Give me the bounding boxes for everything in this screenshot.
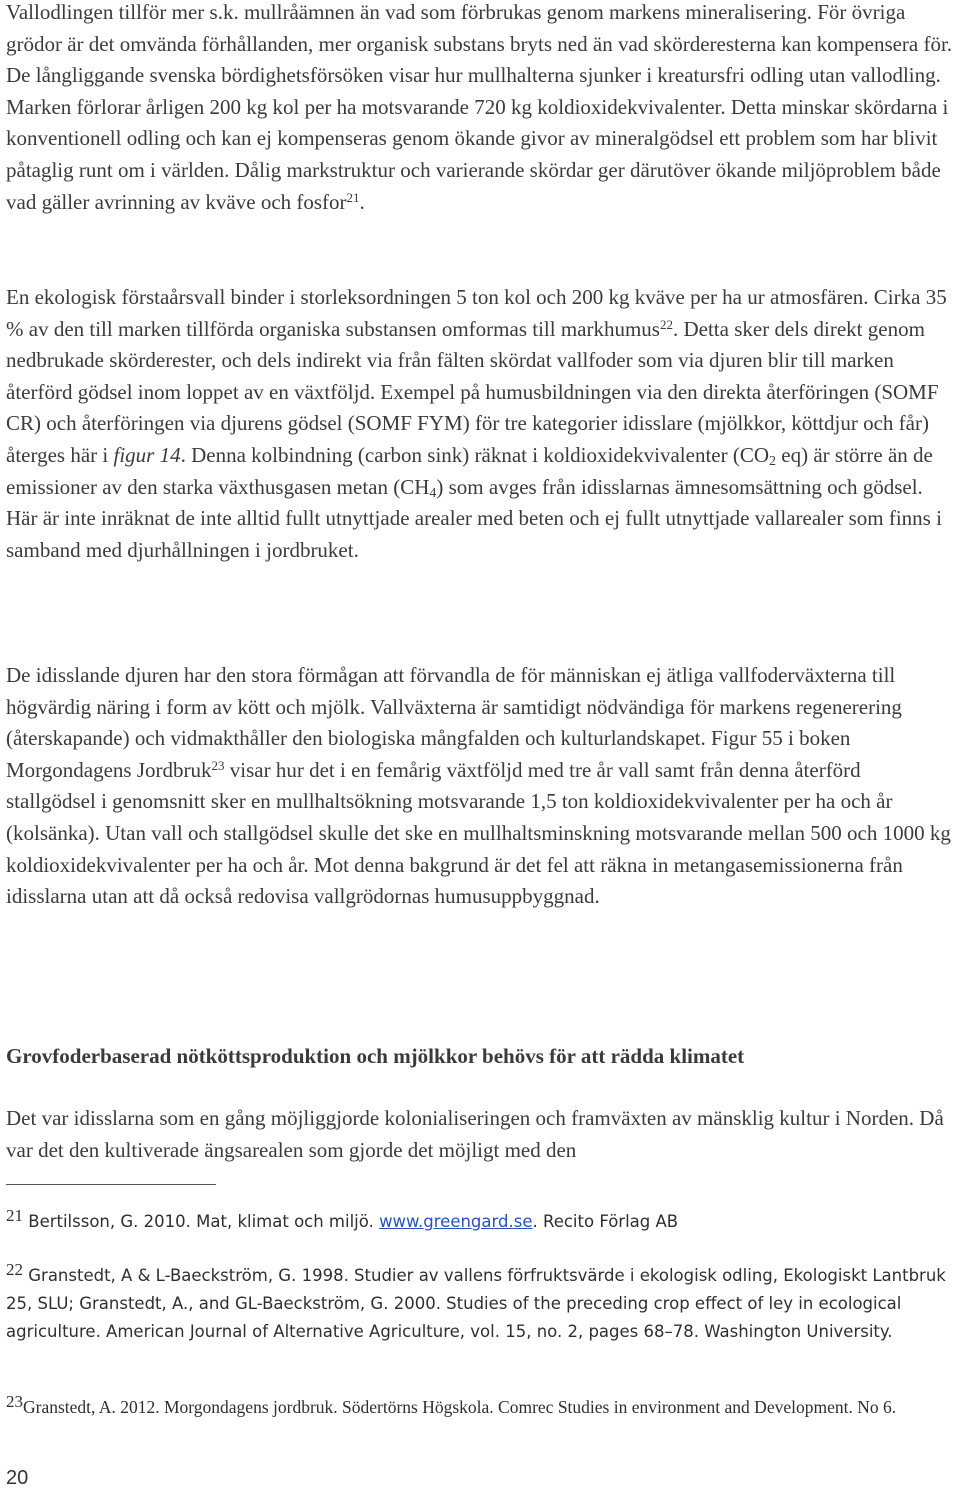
paragraph-2-text-d: eq) är större än de emissioner av den starka växthusgasen metan (CH: [6, 442, 933, 499]
paragraph-3-text-b: visar hur det i en femårig växtföljd med tre år vall samt från denna återförd stallgödsel i genomsnitt sker en mullhaltsökning motsvarande 1,5 ton koldioxidekvivalenter per ha och år (kolsänka). Utan vall och stallgödsel skulle det ske en mullhaltsminskning motsvarande mellan 500 och 1000 kg koldioxidekvivalenter per ha och år. Mot denna bakgrund är det fel att räkna in metangasemissionerna från idisslarna utan att då också redovisa vallgrödornas humusuppbyggnad.: [6, 757, 951, 909]
paragraph-2-text-a: En ekologisk förstaårsvall binder i storleksordningen 5 ton kol och 200 kg kväve per ha ur atmosfären. Cirka 35 % av den till marken tillförda organiska substansen omformas till markhumus: [6, 285, 947, 341]
paragraph-3: [6, 660, 954, 913]
footnote-text-end: . Recito Förlag AB: [532, 1212, 679, 1231]
footnote-number: 22: [6, 1260, 23, 1279]
co2-subscript: 2: [769, 453, 777, 469]
paragraph-2: [6, 282, 954, 566]
footnote-number: 23: [6, 1392, 23, 1411]
paragraph-1: [6, 0, 954, 218]
footnote-22: [6, 1256, 954, 1346]
paragraph-2-text-b: . Detta sker dels direkt genom nedbrukade skörderester, och dels indirekt via från fälten skördat vallfoder som via djuren blir till marken återförd gödsel inom loppet av en växtföljd. Exempel på humusbildningen via den direkta återföringen (SOMF CR) och återföringen via djurens gödsel (SOMF FYM) för tre kategorier idisslare (mjölkkor, köttdjur och får) återges här i: [6, 316, 939, 467]
paragraph-2-text-e: ) som avges från idisslarnas ämnesomsättning och gödsel. Här är inte inräknat de inte alltid fullt utnyttjade arealer med beten och ej fullt utnyttjade vallarealer som finns i samband med djurhållningen i jordbruket.: [6, 474, 942, 562]
section-heading: Grovfoderbaserad nötköttsproduktion och mjölkkor behövs för att rädda klimatet: [6, 1044, 745, 1068]
footnote-21: [6, 1203, 954, 1235]
paragraph-4: Det var idisslarna som en gång möjliggjorde kolonialiseringen och framväxten av mänsklig kultur i Norden. Då var det den kultiverade ängsarealen som gjorde det möjligt med den: [6, 1106, 944, 1162]
paragraph-1-end: .: [359, 189, 365, 214]
footnote-link[interactable]: www.greengard.se: [379, 1212, 533, 1231]
footnote-text: Granstedt, A. 2012. Morgondagens jordbruk. Södertörns Högskola. Comrec Studies in environment and Development. No 6.: [23, 1397, 897, 1417]
footnote-divider: [6, 1184, 216, 1185]
footnote-ref-23[interactable]: 23: [211, 757, 225, 773]
paragraph-1-text: Vallodlingen tillför mer s.k. mullråämnen än vad som förbrukas genom markens mineralisering. För övriga grödor är det omvända förhållanden, mer organisk substans bryts ned än vad skörderesterna kan kompensera för. De långliggande svenska bördighetsförsöken visar hur mullhalterna sjunker i kreatursfri odling utan vallodling. Marken förlorar årligen 200 kg kol per ha motsvarande 720 kg koldioxidekvivalenter. Detta minskar skördarna i konventionell odling och kan ej kompenseras genom ökande givor av mineralgödsel ett problem som har blivit påtaglig runt om i världen. Dålig markstruktur och varierande skördar ger därutöver ökande miljöproblem både vad gäller avrinning av kväve och fosfor: [6, 0, 953, 214]
page-number: 20: [6, 1467, 29, 1489]
footnote-text: Bertilsson, G. 2010. Mat, klimat och miljö.: [28, 1212, 380, 1231]
figure-reference: figur 14: [113, 442, 181, 467]
footnote-23: [6, 1390, 954, 1419]
paragraph-3-text-a: De idisslande djuren har den stora förmågan att förvandla de för människan ej ätliga vallfoderväxterna till högvärdig näring i form av kött och mjölk. Vallväxterna är samtidigt nödvändiga för markens regenerering (återskapande) och vidmakthåller den biologiska mångfalden och kulturlandskapet. Figur 55 i boken Morgondagens Jordbruk: [6, 663, 902, 782]
footnote-text: Granstedt, A & L-Baeckström, G. 1998. Studier av vallens förfruktsvärde i ekologisk odling, Ekologiskt Lantbruk 25, SLU; Granstedt, A., and GL-Baeckström, G. 2000. Studies of the preceding crop effect of ley in ecological agriculture. American Journal of Alternative Agriculture, vol. 15, no. 2, pages 68–78. Washington University.: [6, 1266, 946, 1341]
ch4-subscript: 4: [429, 485, 437, 501]
footnote-number: 21: [6, 1206, 23, 1225]
footnote-ref-22[interactable]: 22: [659, 316, 673, 332]
paragraph-2-text-c: . Denna kolbindning (carbon sink) räknat i koldioxidekvivalenter (CO: [180, 442, 770, 467]
footnote-ref-21[interactable]: 21: [346, 189, 360, 205]
